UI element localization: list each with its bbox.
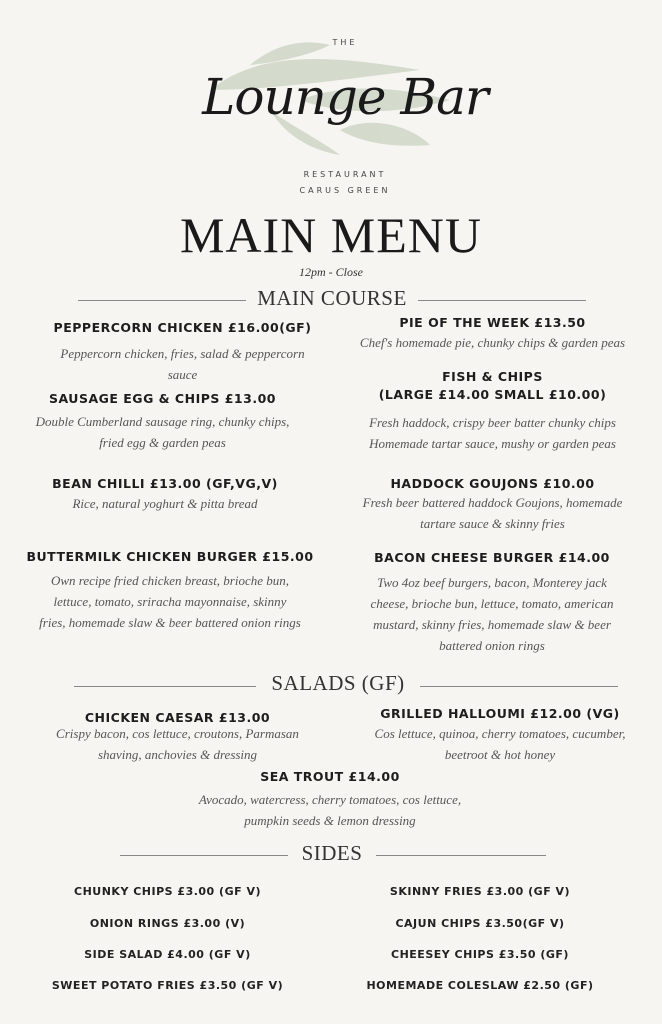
side-item: SIDE SALAD £4.00 (GF V) (84, 948, 251, 961)
brand-restaurant: RESTAURANT (303, 170, 387, 179)
section-salads: SALADS (GF) (271, 671, 405, 695)
divider (420, 686, 618, 687)
item-desc: Cos lettuce, quinoa, cherry tomatoes, cucumber, beetroot & hot honey (374, 726, 626, 762)
divider (376, 855, 546, 856)
item-title: CHICKEN CAESAR £13.00 (84, 710, 271, 725)
item-title: GRILLED HALLOUMI £12.00 (VG) (380, 706, 620, 721)
item-desc: Own recipe fried chicken breast, brioche bun, lettuce, tomato, sriracha mayonnaise, skinny fries, homemade slaw & beer battered onion rings (39, 573, 301, 630)
item-desc: Chef's homemade pie, chunky chips & garden peas (359, 335, 626, 350)
section-main-course: MAIN COURSE (257, 286, 407, 310)
divider (120, 855, 288, 856)
item-title: BUTTERMILK CHICKEN BURGER £15.00 (26, 549, 314, 564)
item-desc: Fresh beer battered haddock Goujons, homemade tartare sauce & skinny fries (362, 495, 623, 531)
item-title: PEPPERCORN CHICKEN £16.00(GF) (53, 320, 312, 335)
page-title: MAIN MENU (179, 207, 483, 263)
side-item: CHUNKY CHIPS £3.00 (GF V) (74, 885, 261, 898)
item-title: FISH & CHIPS (442, 369, 543, 384)
side-item: CAJUN CHIPS £3.50(GF V) (395, 917, 565, 930)
side-item: HOMEMADE COLESLAW £2.50 (GF) (366, 979, 594, 992)
item-title: (LARGE £14.00 SMALL £10.00) (378, 387, 607, 402)
item-title: PIE OF THE WEEK £13.50 (399, 315, 586, 330)
item-desc: Avocado, watercress, cherry tomatoes, cos lettuce, pumpkin seeds & lemon dressing (198, 792, 462, 828)
item-desc: Crispy bacon, cos lettuce, croutons, Parmasan shaving, anchovies & dressing (56, 726, 299, 762)
divider (78, 300, 246, 301)
menu-hours: 12pm - Close (299, 265, 363, 279)
brand-the: THE (332, 38, 358, 47)
side-item: ONION RINGS £3.00 (V) (89, 917, 246, 930)
item-desc: Rice, natural yoghurt & pitta bread (72, 496, 258, 511)
side-item: SWEET POTATO FRIES £3.50 (GF V) (51, 979, 284, 992)
side-item: CHEESEY CHIPS £3.50 (GF) (391, 948, 569, 961)
item-title: SEA TROUT £14.00 (260, 769, 400, 784)
item-desc: Two 4oz beef burgers, bacon, Monterey jack cheese, brioche bun, lettuce, tomato, american mustard, skinny fries, homemade slaw & beer battered onion rings (370, 575, 614, 653)
item-title: BACON CHEESE BURGER £14.00 (374, 550, 610, 565)
side-item: SKINNY FRIES £3.00 (GF V) (389, 885, 571, 898)
item-title: SAUSAGE EGG & CHIPS £13.00 (49, 391, 276, 406)
brand-location: CARUS GREEN (299, 186, 391, 195)
brand-name: Lounge Bar (202, 68, 488, 126)
item-desc: Fresh haddock, crispy beer batter chunky chips Homemade tartar sauce, mushy or garden peas (369, 415, 616, 451)
logo (190, 30, 488, 200)
divider (418, 300, 586, 301)
item-title: BEAN CHILLI £13.00 (GF,VG,V) (52, 476, 278, 491)
item-desc: Peppercorn chicken, fries, salad & peppercorn sauce (60, 346, 305, 382)
section-sides: SIDES (301, 841, 363, 865)
item-desc: Double Cumberland sausage ring, chunky chips, fried egg & garden peas (35, 414, 290, 450)
divider (74, 686, 256, 687)
item-title: HADDOCK GOUJONS £10.00 (390, 476, 595, 491)
